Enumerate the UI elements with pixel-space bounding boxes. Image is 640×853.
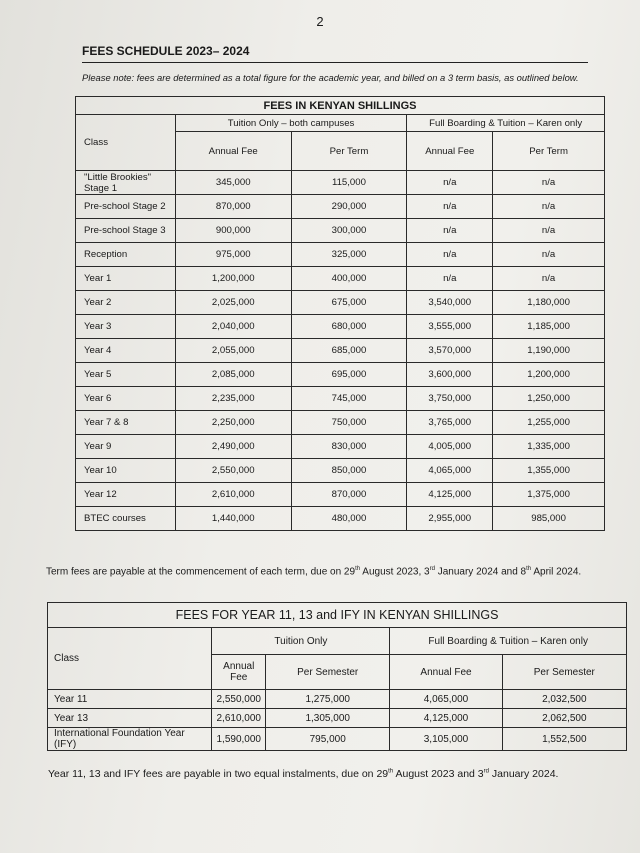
fees-cell-a: 1,200,000 (175, 267, 291, 291)
instalment-note (48, 768, 628, 780)
fees-row (76, 507, 605, 531)
fees-cell-a: 2,055,000 (175, 339, 291, 363)
semester-row (48, 709, 627, 728)
term-note-mid-1: August 2023, 3 (360, 566, 430, 578)
fees-cell-t: 675,000 (291, 291, 407, 315)
fees-cell-ba: 3,600,000 (407, 363, 493, 387)
fees-cell-cls: Year 7 & 8 (76, 411, 176, 435)
fees-row (76, 219, 605, 243)
tuition-only-header: Tuition Only – both campuses (175, 115, 407, 132)
fees-cell-bt: n/a (493, 267, 605, 291)
semester-cell-a: 2,550,000 (212, 690, 266, 709)
fees-cell-t: 850,000 (291, 459, 407, 483)
fees-cell-a: 2,610,000 (175, 483, 291, 507)
term-note-sup-1: th (355, 566, 361, 572)
fees-cell-cls: Year 1 (76, 267, 176, 291)
semester-tuition-header: Tuition Only (212, 628, 390, 655)
fees-cell-ba: 3,765,000 (407, 411, 493, 435)
fees-cell-a: 2,490,000 (175, 435, 291, 459)
term-note-end: April 2024. (531, 566, 582, 578)
semester-cell-bs: 1,552,500 (502, 728, 626, 751)
fees-cell-cls: Year 4 (76, 339, 176, 363)
semester-table-body (48, 690, 627, 751)
fees-cell-t: 830,000 (291, 435, 407, 459)
fees-cell-bt: 1,335,000 (493, 435, 605, 459)
fees-cell-bt: n/a (493, 243, 605, 267)
fees-cell-cls: Year 2 (76, 291, 176, 315)
class-header: Class (76, 115, 176, 171)
fees-table-body (76, 171, 605, 531)
fees-cell-cls: Year 9 (76, 435, 176, 459)
fees-cell-t: 400,000 (291, 267, 407, 291)
fees-cell-cls: Year 10 (76, 459, 176, 483)
fees-cell-ba: 3,750,000 (407, 387, 493, 411)
instalment-note-sup-2: rd (483, 768, 489, 775)
semester-cell-ba: 4,125,000 (390, 709, 502, 728)
semester-boarding-per-semester-header: Per Semester (502, 655, 626, 690)
fees-row (76, 339, 605, 363)
page-heading: FEES SCHEDULE 2023– 2024 (82, 44, 588, 63)
semester-cell-a: 2,610,000 (212, 709, 266, 728)
fees-cell-a: 2,025,000 (175, 291, 291, 315)
semester-cell-s: 1,305,000 (266, 709, 390, 728)
instalment-note-sup-1: th (388, 768, 394, 775)
fees-cell-ba: n/a (407, 195, 493, 219)
fees-cell-ba: 3,570,000 (407, 339, 493, 363)
fees-cell-bt: 1,185,000 (493, 315, 605, 339)
fees-cell-t: 290,000 (291, 195, 407, 219)
fees-cell-cls: Pre-school Stage 3 (76, 219, 176, 243)
term-note-mid-2: January 2024 and 8 (434, 566, 527, 578)
instalment-note-pre: Year 11, 13 and IFY fees are payable in two equal instalments, due on 29 (48, 768, 389, 780)
semester-fees-table (47, 602, 627, 751)
fees-cell-bt: 1,355,000 (493, 459, 605, 483)
fees-cell-t: 680,000 (291, 315, 407, 339)
fees-cell-a: 900,000 (175, 219, 291, 243)
annual-fee-header: Annual Fee (175, 132, 291, 171)
fees-table (75, 96, 605, 531)
fees-cell-cls: Reception (76, 243, 176, 267)
fees-row (76, 291, 605, 315)
fees-cell-a: 2,550,000 (175, 459, 291, 483)
fees-row (76, 171, 605, 195)
fees-cell-bt: n/a (493, 219, 605, 243)
semester-class-header: Class (48, 628, 212, 690)
fees-cell-bt: 1,375,000 (493, 483, 605, 507)
fees-row (76, 435, 605, 459)
fees-cell-a: 1,440,000 (175, 507, 291, 531)
page-number: 2 (316, 14, 324, 29)
fees-cell-bt: 1,255,000 (493, 411, 605, 435)
fees-cell-a: 870,000 (175, 195, 291, 219)
fees-cell-ba: n/a (407, 267, 493, 291)
fees-cell-a: 2,250,000 (175, 411, 291, 435)
fees-row (76, 411, 605, 435)
fees-cell-bt: 1,190,000 (493, 339, 605, 363)
fees-cell-a: 345,000 (175, 171, 291, 195)
fees-cell-ba: 2,955,000 (407, 507, 493, 531)
fees-cell-cls: Year 6 (76, 387, 176, 411)
fees-cell-t: 750,000 (291, 411, 407, 435)
fees-cell-bt: 1,200,000 (493, 363, 605, 387)
semester-cell-ba: 4,065,000 (390, 690, 502, 709)
term-note-sup-2: rd (429, 566, 435, 572)
per-semester-header: Per Semester (266, 655, 390, 690)
fees-cell-t: 480,000 (291, 507, 407, 531)
fees-cell-a: 975,000 (175, 243, 291, 267)
fees-cell-bt: n/a (493, 195, 605, 219)
fees-cell-cls: Pre-school Stage 2 (76, 195, 176, 219)
semester-boarding-annual-header: Annual Fee (390, 655, 502, 690)
term-payment-note (46, 566, 626, 577)
semester-row (48, 728, 627, 751)
fees-cell-bt: 1,180,000 (493, 291, 605, 315)
fees-row (76, 243, 605, 267)
fees-cell-ba: 4,065,000 (407, 459, 493, 483)
semester-cell-s: 795,000 (266, 728, 390, 751)
term-note-pre: Term fees are payable at the commencement of each term, due on 29 (46, 566, 356, 578)
fees-cell-t: 300,000 (291, 219, 407, 243)
boarding-header: Full Boarding & Tuition – Karen only (407, 115, 605, 132)
fees-cell-t: 695,000 (291, 363, 407, 387)
fees-cell-cls: Year 12 (76, 483, 176, 507)
fees-cell-t: 325,000 (291, 243, 407, 267)
instalment-note-end: January 2024. (488, 768, 559, 780)
boarding-per-term-header: Per Term (493, 132, 605, 171)
semester-cell-ba: 3,105,000 (390, 728, 502, 751)
fees-row (76, 459, 605, 483)
fees-row (76, 315, 605, 339)
fees-row (76, 195, 605, 219)
fees-cell-ba: 3,555,000 (407, 315, 493, 339)
fees-cell-a: 2,235,000 (175, 387, 291, 411)
instalment-note-mid: August 2023 and 3 (393, 768, 484, 780)
fees-cell-cls: BTEC courses (76, 507, 176, 531)
fees-cell-ba: 4,005,000 (407, 435, 493, 459)
fees-cell-ba: n/a (407, 243, 493, 267)
fees-cell-cls: Year 3 (76, 315, 176, 339)
semester-boarding-header: Full Boarding & Tuition – Karen only (390, 628, 627, 655)
semester-annual-fee-header: Annual Fee (212, 655, 266, 690)
semester-cell-cls: Year 11 (48, 690, 212, 709)
semester-cell-bs: 2,032,500 (502, 690, 626, 709)
semester-cell-cls: Year 13 (48, 709, 212, 728)
fees-cell-a: 2,085,000 (175, 363, 291, 387)
term-note-sup-3: th (526, 566, 532, 572)
fees-cell-ba: n/a (407, 219, 493, 243)
fees-row (76, 387, 605, 411)
semester-cell-a: 1,590,000 (212, 728, 266, 751)
fees-cell-ba: 4,125,000 (407, 483, 493, 507)
fees-cell-t: 115,000 (291, 171, 407, 195)
fees-cell-bt: 985,000 (493, 507, 605, 531)
fees-cell-bt: 1,250,000 (493, 387, 605, 411)
fees-table-title: FEES IN KENYAN SHILLINGS (76, 97, 605, 115)
semester-cell-bs: 2,062,500 (502, 709, 626, 728)
fees-cell-cls: "Little Brookies" Stage 1 (76, 171, 176, 195)
fees-row (76, 483, 605, 507)
fees-cell-t: 685,000 (291, 339, 407, 363)
per-term-header: Per Term (291, 132, 407, 171)
fees-cell-ba: 3,540,000 (407, 291, 493, 315)
fees-cell-bt: n/a (493, 171, 605, 195)
fees-row (76, 363, 605, 387)
semester-row (48, 690, 627, 709)
fees-note: Please note: fees are determined as a total figure for the academic year, and billed on a 3 term basis, as outlined below. (82, 72, 579, 83)
fees-cell-ba: n/a (407, 171, 493, 195)
fees-cell-t: 870,000 (291, 483, 407, 507)
fees-row (76, 267, 605, 291)
boarding-annual-fee-header: Annual Fee (407, 132, 493, 171)
semester-cell-cls: International Foundation Year (IFY) (48, 728, 212, 751)
semester-cell-s: 1,275,000 (266, 690, 390, 709)
fees-cell-cls: Year 5 (76, 363, 176, 387)
fees-cell-a: 2,040,000 (175, 315, 291, 339)
semester-table-title: FEES FOR YEAR 11, 13 and IFY IN KENYAN SHILLINGS (48, 603, 627, 628)
fees-cell-t: 745,000 (291, 387, 407, 411)
